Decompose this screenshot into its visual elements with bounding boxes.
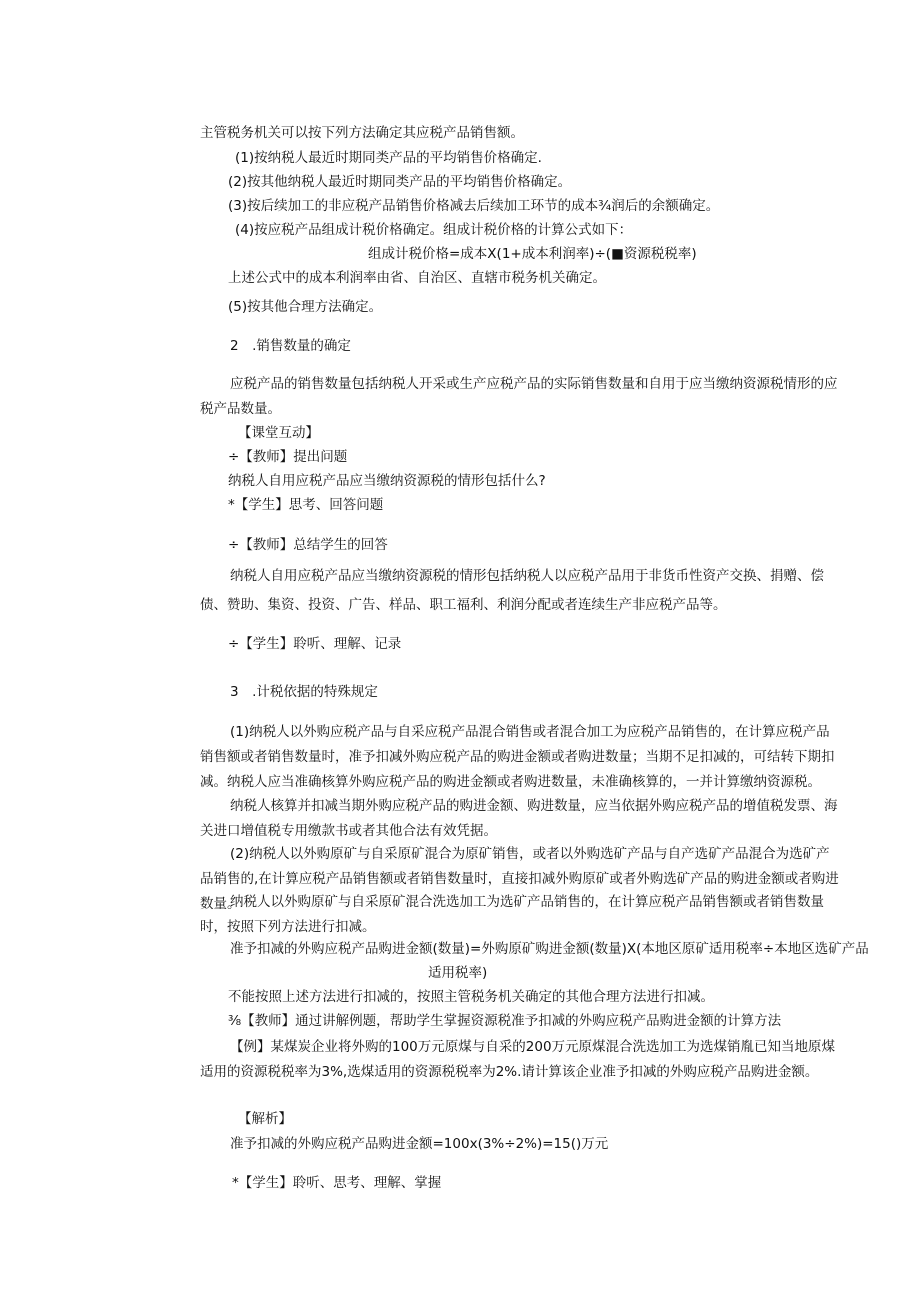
analysis-line: 准予扣减的外购应税产品购进金额=100x(3%÷2%)=15()万元 xyxy=(230,1136,609,1152)
cannot-deduct-line: 不能按照上述方法进行扣减的，按照主管税务机关确定的其他合理方法进行扣减。 xyxy=(228,989,714,1005)
method-4: (4)按应税产品组成计税价格确定。组成计税价格的计算公式如下： xyxy=(235,222,633,238)
teacher-ask-line: ÷【教师】提出问题 xyxy=(228,449,348,465)
special-rule-1b: 纳税人核算并扣减当期外购应税产品的购进金额、购进数量，应当依据外购应税产品的增值税发票、海关进口增值税专用缴款书或者其他合法有效凭据。 xyxy=(200,798,838,839)
example-paragraph: 【例】某煤炭企业将外购的100万元原煤与自采的200万元原煤混合洗选加工为选煤销胤已知当地原煤适用的资源税税率为3%,选煤适用的资源税税率为2%.请计算该企业准予扣减的外购应税产品购进金额。 xyxy=(200,1039,836,1080)
formula-note: 上述公式中的成本利润率由省、自治区、直辖市税务机关确定。 xyxy=(228,270,606,286)
deduction-formula-line2: 适用税率) xyxy=(428,965,488,981)
teacher-summary-line: ÷【教师】总结学生的回答 xyxy=(228,537,388,553)
special-rule-2: (2)纳税人以外购原矿与自采原矿混合为原矿销售，或者以外购选矿产品与自产选矿产品混合为选矿产品销售的,在计算应税产品销售额或者销售数量时，直接扣减外购原矿或者外购选矿产品的购进金额或者购进数量。 xyxy=(200,846,839,912)
section-heading-3: 3 .计税依据的特殊规定 xyxy=(230,684,378,700)
deduction-formula-line1: 准予扣减的外购应税产品购进金额(数量)=外购原矿购进金额(数量)X(本地区原矿适用税率÷本地区选矿产品 xyxy=(230,941,869,957)
method-5: (5)按其他合理方法确定。 xyxy=(228,299,383,315)
formula-composite-price: 组成计税价格=成本X(1+成本利润率)÷(■资源税税率) xyxy=(368,246,697,262)
section-heading-2: 2 .销售数量的确定 xyxy=(230,338,351,354)
analysis-title: 【解析】 xyxy=(238,1111,292,1127)
special-rule-1: (1)纳税人以外购应税产品与自采应税产品混合销售或者混合加工为应税产品销售的，在计算应税产品销售额或者销售数量时，准予扣减外购应税产品的购进金额或者购进数量；当期不足扣减的，可结转下期扣减。纳税人应当准确核算外购应税产品的购进金额或者购进数量，未准确核算的，一并计算缴纳资源税。 xyxy=(200,724,835,790)
student-final-line: *【学生】聆听、思考、理解、掌握 xyxy=(232,1175,442,1191)
class-interaction-label: 【课堂互动】 xyxy=(238,425,319,441)
method-1: (1)按纳税人最近时期同类产品的平均销售价格确定. xyxy=(235,150,542,166)
special-rule-2b: 纳税人以外购原矿与自采原矿混合洗选加工为选矿产品销售的，在计算应税产品销售额或者销售数量时，按照下列方法进行扣减。 xyxy=(200,894,824,935)
question-line: 纳税人自用应税产品应当缴纳资源税的情形包括什么? xyxy=(228,473,546,489)
teacher-example-line: ⅜【教师】通过讲解例题，帮助学生掌握资源税准予扣减的外购应税产品购进金额的计算方法 xyxy=(228,1013,782,1029)
answer-paragraph: 纳税人自用应税产品应当缴纳资源税的情形包括纳税人以应税产品用于非货币性资产交换、捐赠、偿债、赞助、集资、投资、广告、样品、职工福利、利润分配或者连续生产非应税产品等。 xyxy=(200,568,824,613)
method-2: (2)按其他纳税人最近时期同类产品的平均销售价格确定。 xyxy=(228,174,572,190)
sales-qty-paragraph: 应税产品的销售数量包括纳税人开采或生产应税产品的实际销售数量和自用于应当缴纳资源税情形的应税产品数量。 xyxy=(200,376,838,417)
student-think-line: *【学生】思考、回答问题 xyxy=(228,497,384,513)
intro-line: 主管税务机关可以按下列方法确定其应税产品销售额。 xyxy=(200,125,524,141)
method-3: (3)按后续加工的非应税产品销售价格减去后续加工环节的成本¾润后的余额确定。 xyxy=(228,198,720,214)
student-listen-line: ÷【学生】聆听、理解、记录 xyxy=(228,636,402,652)
